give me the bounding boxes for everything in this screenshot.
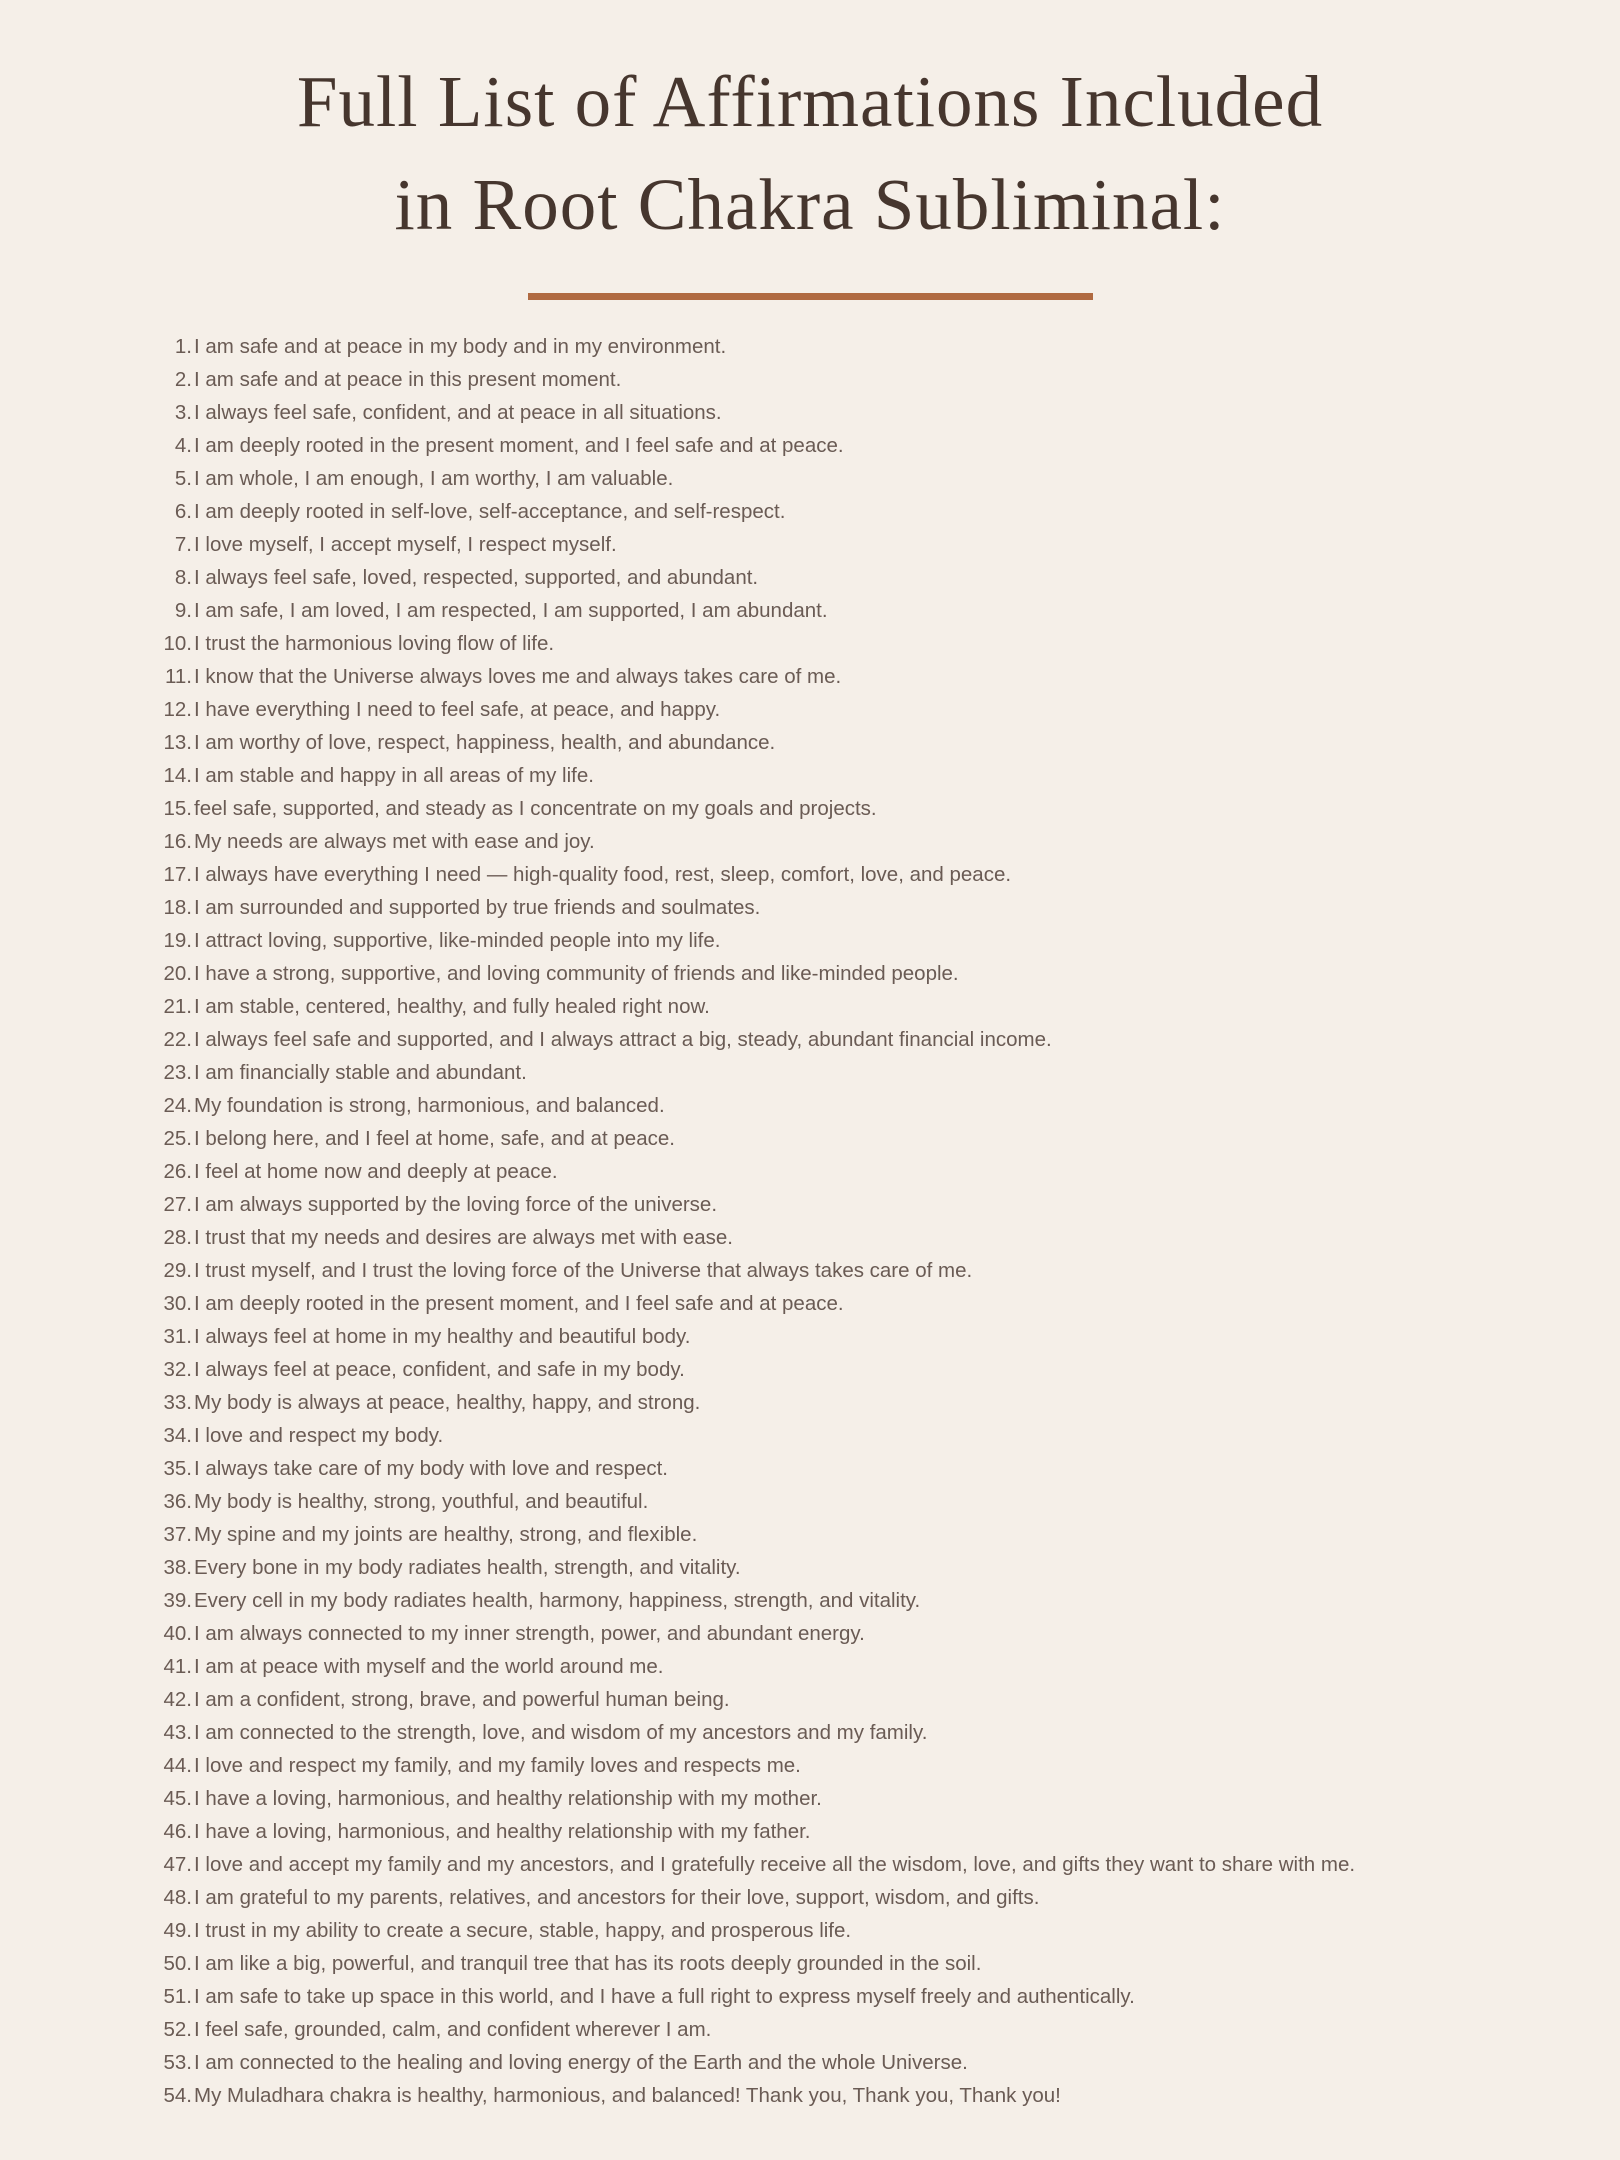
title-line-1: Full List of Affirmations Included [296,61,1324,142]
affirmation-text: I belong here, and I feel at home, safe, and at peace. [194,1127,675,1150]
affirmation-text: I always have everything I need — high-quality food, rest, sleep, comfort, love, and peace. [194,863,1012,886]
affirmation-number: 29. [163,1259,192,1282]
affirmation-text: I trust myself, and I trust the loving force of the Universe that always takes care of me. [194,1259,973,1282]
list-item [145,495,1560,528]
affirmation-text: I love myself, I accept myself, I respect myself. [194,533,617,556]
affirmation-text: Every bone in my body radiates health, strength, and vitality. [194,1556,741,1579]
affirmation-text: I am worthy of love, respect, happiness, health, and abundance. [194,731,776,754]
affirmation-number: 12. [163,698,192,721]
affirmation-text: I always feel safe, confident, and at peace in all situations. [194,401,722,424]
affirmation-number: 2. [174,368,192,391]
list-item [145,1947,1560,1980]
list-item [145,1914,1560,1947]
affirmation-text: I always feel at home in my healthy and beautiful body. [194,1325,691,1348]
list-item [145,1683,1560,1716]
affirmation-number: 14. [163,764,192,787]
affirmation-text: I am a confident, strong, brave, and powerful human being. [194,1688,730,1711]
affirmation-text: My body is always at peace, healthy, happy, and strong. [194,1391,701,1414]
affirmation-number: 21. [163,995,192,1018]
affirmation-number: 35. [163,1457,192,1480]
list-item [145,1386,1560,1419]
affirmation-text: I am always supported by the loving force of the universe. [194,1193,718,1216]
affirmation-number: 50. [163,1952,192,1975]
list-item [145,825,1560,858]
affirmation-text: I am safe, I am loved, I am respected, I am supported, I am abundant. [194,599,828,622]
list-item [145,1452,1560,1485]
list-item [145,1848,1560,1881]
list-item [145,1287,1560,1320]
title-line-2: in Root Chakra Subliminal: [394,164,1226,245]
affirmation-text: I am connected to the healing and loving energy of the Earth and the whole Universe. [194,2051,968,2074]
affirmation-number: 43. [163,1721,192,1744]
affirmation-text: My foundation is strong, harmonious, and balanced. [194,1094,665,1117]
list-item [145,561,1560,594]
list-item [145,1815,1560,1848]
list-item [145,627,1560,660]
affirmation-number: 4. [174,434,192,457]
affirmation-number: 49. [163,1919,192,1942]
affirmation-number: 9. [174,599,192,622]
affirmation-text: I have a loving, harmonious, and healthy relationship with my father. [194,1820,811,1843]
list-item [145,858,1560,891]
affirmation-text: I am whole, I am enough, I am worthy, I am valuable. [194,467,674,490]
affirmation-text: I am surrounded and supported by true friends and soulmates. [194,896,761,919]
affirmation-text: I am stable and happy in all areas of my life. [194,764,594,787]
list-item [145,1419,1560,1452]
list-item [145,1551,1560,1584]
affirmation-text: I am safe and at peace in this present moment. [194,368,622,391]
affirmation-text: I trust that my needs and desires are always met with ease. [194,1226,733,1249]
list-item [145,1518,1560,1551]
list-item [145,1617,1560,1650]
affirmation-number: 44. [163,1754,192,1777]
affirmation-text: I am safe to take up space in this world, and I have a full right to express myself freely and authentically. [194,1985,1135,2008]
affirmation-text: I am deeply rooted in self-love, self-acceptance, and self-respect. [194,500,786,523]
list-item [145,924,1560,957]
affirmation-number: 30. [163,1292,192,1315]
affirmation-number: 11. [165,665,192,688]
affirmation-number: 54. [163,2084,192,2107]
affirmation-text: I always take care of my body with love and respect. [194,1457,669,1480]
affirmations-list [145,330,1560,2112]
affirmation-text: I attract loving, supportive, like-minded people into my life. [194,929,721,952]
affirmation-number: 39. [163,1589,192,1612]
affirmation-number: 16. [163,830,192,853]
affirmation-number: 5. [174,467,192,490]
affirmation-number: 42. [163,1688,192,1711]
affirmation-number: 45. [163,1787,192,1810]
affirmation-number: 22. [163,1028,192,1051]
affirmation-text: I am financially stable and abundant. [194,1061,527,1084]
affirmation-number: 23. [163,1061,192,1084]
list-item [145,2079,1560,2112]
list-item [145,528,1560,561]
list-item [145,693,1560,726]
affirmation-number: 8. [174,566,192,589]
list-item [145,759,1560,792]
affirmation-text: My spine and my joints are healthy, strong, and flexible. [194,1523,698,1546]
affirmation-number: 3. [174,401,192,424]
affirmation-number: 26. [163,1160,192,1183]
list-item [145,1353,1560,1386]
affirmation-number: 47. [163,1853,192,1876]
affirmation-text: I trust in my ability to create a secure, stable, happy, and prosperous life. [194,1919,852,1942]
affirmation-text: I have everything I need to feel safe, at peace, and happy. [194,698,721,721]
affirmation-text: I am safe and at peace in my body and in my environment. [194,335,727,358]
affirmation-text: I am like a big, powerful, and tranquil tree that has its roots deeply grounded in the soil. [194,1952,982,1975]
list-item [145,1056,1560,1089]
list-item [145,1584,1560,1617]
affirmation-number: 48. [163,1886,192,1909]
affirmation-text: I love and respect my body. [194,1424,444,1447]
affirmation-text: I have a strong, supportive, and loving community of friends and like-minded people. [194,962,959,985]
affirmation-number: 33. [163,1391,192,1414]
list-item [145,1716,1560,1749]
list-item [145,2013,1560,2046]
affirmation-number: 41. [163,1655,192,1678]
list-item [145,1122,1560,1155]
affirmation-number: 20. [163,962,192,985]
affirmation-number: 53. [163,2051,192,2074]
affirmation-number: 40. [163,1622,192,1645]
list-item [145,2046,1560,2079]
affirmation-number: 10. [163,632,192,655]
affirmation-number: 46. [163,1820,192,1843]
list-item [145,1881,1560,1914]
affirmation-number: 19. [163,929,192,952]
affirmation-number: 38. [163,1556,192,1579]
list-item [145,396,1560,429]
affirmation-number: 51. [163,1985,192,2008]
list-item [145,792,1560,825]
affirmation-number: 36. [163,1490,192,1513]
affirmation-number: 13. [163,731,192,754]
list-item [145,660,1560,693]
page-title [0,50,1620,256]
affirmation-text: I feel safe, grounded, calm, and confident wherever I am. [194,2018,712,2041]
list-item [145,957,1560,990]
affirmation-text: I love and accept my family and my ancestors, and I gratefully receive all the wisdom, love, and gifts they want to share with me. [194,1853,1356,1876]
list-item [145,429,1560,462]
affirmation-text: I have a loving, harmonious, and healthy relationship with my mother. [194,1787,822,1810]
affirmation-text: My body is healthy, strong, youthful, and beautiful. [194,1490,649,1513]
title-divider [528,293,1093,300]
affirmation-number: 34. [163,1424,192,1447]
affirmation-number: 37. [163,1523,192,1546]
list-item [145,1089,1560,1122]
list-item [145,1320,1560,1353]
affirmation-text: I am grateful to my parents, relatives, and ancestors for their love, support, wisdom, and gifts. [194,1886,1040,1909]
affirmation-text: I am deeply rooted in the present moment, and I feel safe and at peace. [194,434,844,457]
affirmation-number: 7. [174,533,192,556]
affirmation-text: I am always connected to my inner strength, power, and abundant energy. [194,1622,865,1645]
affirmation-text: My needs are always met with ease and joy. [194,830,595,853]
affirmation-text: My Muladhara chakra is healthy, harmonious, and balanced! Thank you, Thank you, Thank you! [194,2084,1061,2107]
affirmation-text: I always feel safe and supported, and I always attract a big, steady, abundant financial income. [194,1028,1052,1051]
list-item [145,1155,1560,1188]
affirmation-text: I feel at home now and deeply at peace. [194,1160,558,1183]
list-item [145,1650,1560,1683]
affirmation-number: 6. [174,500,192,523]
list-item [145,1254,1560,1287]
list-item [145,1980,1560,2013]
affirmation-number: 27. [163,1193,192,1216]
list-item [145,990,1560,1023]
list-item [145,1023,1560,1056]
affirmation-number: 28. [163,1226,192,1249]
list-item [145,462,1560,495]
affirmation-text: I know that the Universe always loves me and always takes care of me. [194,665,842,688]
affirmation-number: 24. [163,1094,192,1117]
affirmation-text: I love and respect my family, and my family loves and respects me. [194,1754,801,1777]
affirmation-number: 52. [163,2018,192,2041]
affirmation-number: 17. [163,863,192,886]
list-item [145,1782,1560,1815]
affirmation-text: Every cell in my body radiates health, harmony, happiness, strength, and vitality. [194,1589,921,1612]
list-item [145,594,1560,627]
list-item [145,363,1560,396]
list-item [145,726,1560,759]
affirmation-text: I am stable, centered, healthy, and fully healed right now. [194,995,710,1018]
affirmation-text: I always feel at peace, confident, and safe in my body. [194,1358,685,1381]
header [0,0,1620,300]
list-item [145,1188,1560,1221]
affirmation-number: 32. [163,1358,192,1381]
list-item [145,330,1560,363]
list-item [145,891,1560,924]
list-item [145,1749,1560,1782]
list-item [145,1485,1560,1518]
affirmation-text: I am at peace with myself and the world around me. [194,1655,664,1678]
affirmation-number: 18. [163,896,192,919]
list-item [145,1221,1560,1254]
affirmation-text: I trust the harmonious loving flow of life. [194,632,555,655]
affirmation-text: feel safe, supported, and steady as I concentrate on my goals and projects. [194,797,877,820]
affirmation-text: I always feel safe, loved, respected, supported, and abundant. [194,566,759,589]
affirmation-number: 1. [174,335,192,358]
affirmation-number: 15. [163,797,192,820]
affirmation-text: I am deeply rooted in the present moment, and I feel safe and at peace. [194,1292,844,1315]
affirmation-text: I am connected to the strength, love, and wisdom of my ancestors and my family. [194,1721,928,1744]
affirmation-number: 25. [163,1127,192,1150]
affirmation-number: 31. [163,1325,192,1348]
